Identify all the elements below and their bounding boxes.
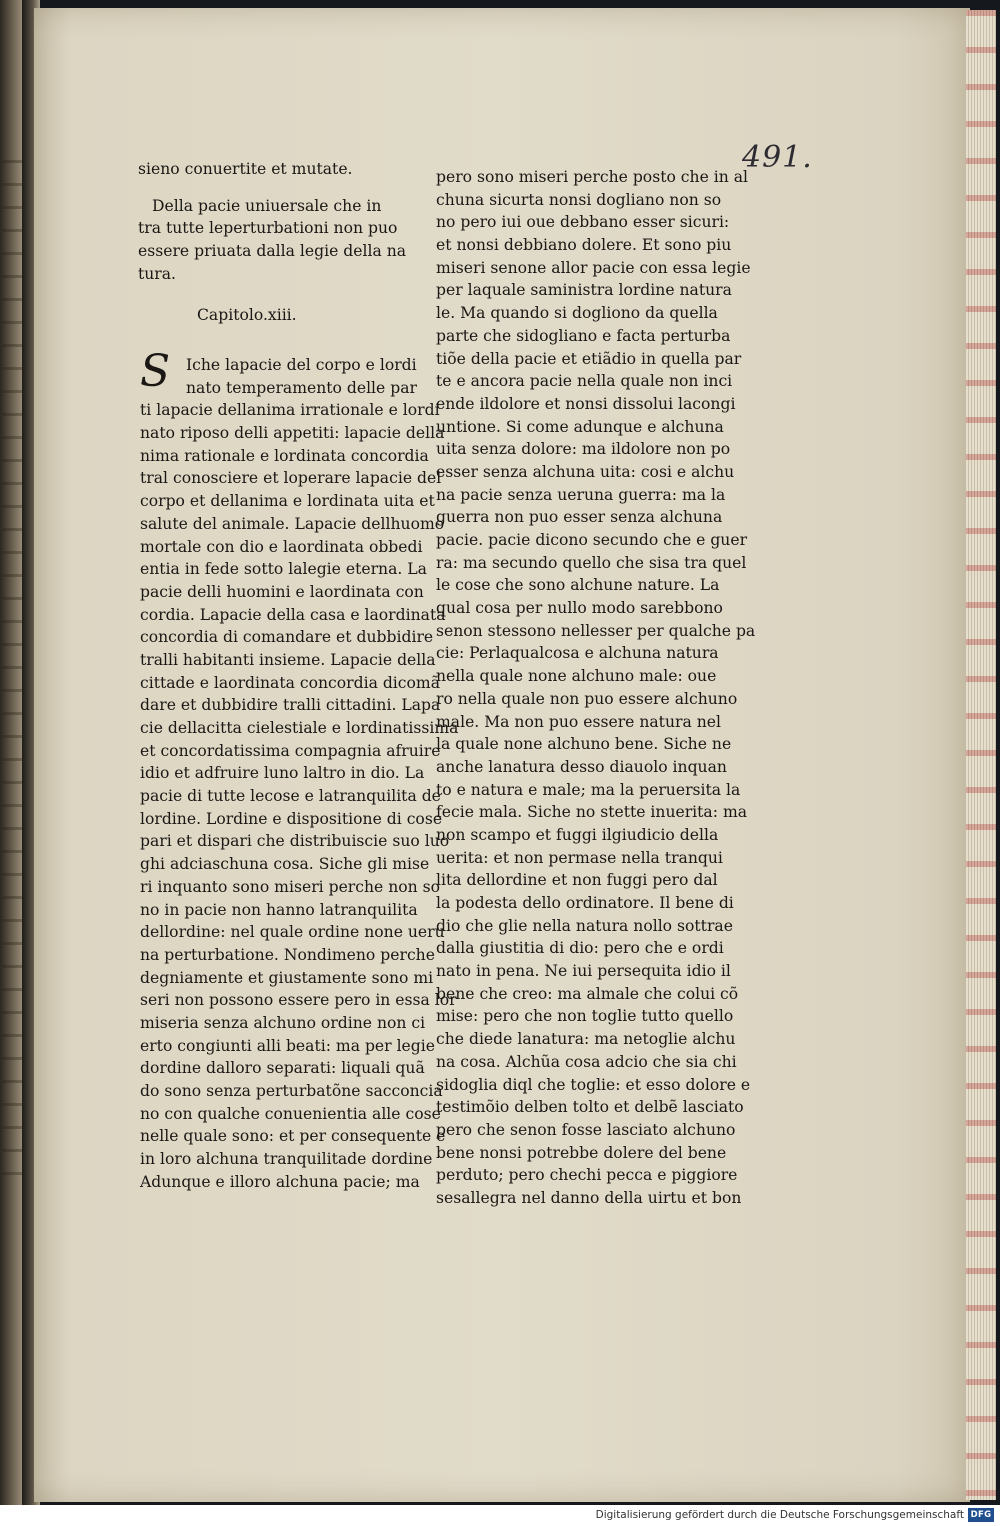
text-line: to e natura e male; ma la peruersita la <box>436 780 741 799</box>
text-line: miseri senone allor pacie con essa legie <box>436 258 751 277</box>
text-line: la quale none alchuno bene. Siche ne <box>436 735 732 754</box>
text-line: le cose che sono alchune nature. La <box>436 576 720 595</box>
text-line: miseria senza alchuno ordine non ci <box>140 1013 426 1032</box>
text-line: erto congiunti alli beati: ma per legie <box>140 1036 435 1055</box>
text-line: sesallegra nel danno della uirtu et bon <box>436 1188 742 1207</box>
text-line: et nonsi debbiano dolere. Et sono piu <box>436 236 732 255</box>
text-line: bene nonsi potrebbe dolere del bene <box>436 1143 727 1162</box>
text-line: dordine dalloro separati: liquali quã <box>140 1059 425 1078</box>
text-line: no con qualche conuenientia alle cose <box>140 1104 441 1123</box>
text-line: pacie. pacie dicono secundo che e guer <box>436 531 748 549</box>
text-line: nato riposo delli appetiti: lapacie della <box>140 424 445 443</box>
text-line: mise: pero che non toglie tutto quello <box>436 1007 734 1026</box>
left-column-body <box>140 354 459 1193</box>
text-line: dalla giustitia di dio: pero che e ordi <box>436 939 724 958</box>
section-heading <box>138 195 428 286</box>
text-line: male. Ma non puo essere natura nel <box>436 712 721 731</box>
text-line: per laquale saministra lordine natura <box>436 281 732 300</box>
text-line: tral conosciere et loperare lapacie del <box>140 469 442 488</box>
text-line: ghi adciaschuna cosa. Siche gli mise <box>140 855 430 874</box>
text-line: untione. Si come adunque e alchuna <box>436 417 724 436</box>
text-line: dare et dubbidire tralli cittadini. Lapa <box>140 696 441 715</box>
text-line: te e ancora pacie nella quale non inci <box>436 372 733 391</box>
text-line: cordia. Lapacie della casa e laordinata <box>140 605 446 624</box>
text-line: cittade e laordinata concordia dicomã <box>140 673 440 692</box>
text-line: fecie mala. Siche no stette inuerita: ma <box>436 803 748 822</box>
text-line: pero che senon fosse lasciato alchuno <box>436 1120 736 1139</box>
text-line: do sono senza perturbatõne sacconcia <box>140 1082 443 1100</box>
text-line: cie: Perlaqualcosa e alchuna natura <box>436 644 719 663</box>
text-line: na perturbatione. Nondimeno perche <box>140 945 435 964</box>
text-line: Iche lapacie del corpo e lordi <box>186 356 417 374</box>
text-line: salute del animale. Lapacie dellhuomo <box>140 514 445 533</box>
dfg-logo: DFG <box>968 1508 994 1522</box>
text-line: uita senza dolore: ma ildolore non po <box>436 440 731 459</box>
text-line: le. Ma quando si dogliono da quella <box>436 304 718 323</box>
opening-line: sieno conuertite et mutate. <box>138 160 353 178</box>
text-line: Adunque e illoro alchuna pacie; ma <box>140 1172 420 1191</box>
text-line: nato temperamento delle par <box>186 378 417 397</box>
text-line: qual cosa per nullo modo sarebbono <box>436 599 723 618</box>
text-line: no pero iui oue debbano esser sicuri: <box>436 213 730 232</box>
text-line: tralli habitanti insieme. Lapacie della <box>140 650 436 669</box>
text-line: nima rationale e lordinata concordia <box>140 446 429 465</box>
text-line: idio et adfruire luno laltro in dio. La <box>140 764 425 783</box>
text-line: seri non possono essere pero in essa lor <box>140 991 457 1010</box>
text-line: no in pacie non hanno latranquilita <box>140 900 418 919</box>
heading-line: tura. <box>138 264 177 283</box>
text-line: pari et dispari che distribuiscie suo luo <box>140 832 450 851</box>
text-line: pacie di tutte lecose e latranquilita de <box>140 787 441 806</box>
drop-capital: S <box>140 346 171 397</box>
text-line: dio che glie nella natura nollo sottrae <box>436 916 733 935</box>
text-line: lita dellordine et non fuggi pero dal <box>436 871 718 890</box>
left-column-head <box>138 158 428 285</box>
heading-line: essere priuata dalla legie della na <box>138 242 407 261</box>
text-line: concordia di comandare et dubbidire <box>140 628 434 647</box>
text-line: non scampo et fuggi ilgiudicio della <box>436 825 719 844</box>
text-line: uerita: et non permase nella tranqui <box>436 848 723 867</box>
text-line: ro nella quale non puo essere alchuno <box>436 689 738 708</box>
text-line: nella quale none alchuno male: oue <box>436 667 717 686</box>
text-line: che diede lanatura: ma netoglie alchu <box>436 1030 736 1049</box>
footer-credit: Digitalisierung gefördert durch die Deutsche Forschungsgemeinschaft <box>595 1509 964 1521</box>
folio-number: 491. <box>742 140 813 175</box>
text-line: lordine. Lordine e dispositione di cose <box>140 809 443 828</box>
text-line: la podesta dello ordinatore. Il bene di <box>436 894 734 912</box>
text-line: degniamente et giustamente sono mi <box>140 968 434 987</box>
text-line: sidoglia diql che toglie: et esso dolore e <box>436 1075 751 1094</box>
text-line: chuna sicurta nonsi dogliano non so <box>436 190 722 209</box>
right-column-body <box>436 166 756 1210</box>
text-line: esser senza alchuna uita: cosi e alchu <box>436 462 735 481</box>
text-line: pero sono miseri perche posto che in al <box>436 168 749 186</box>
text-line: senon stessono nellesser per qualche pa <box>436 621 756 640</box>
text-line: nato in pena. Ne iui persequita idio il <box>436 962 731 981</box>
text-line: cie dellacitta cielestiale e lordinatissima <box>140 719 459 737</box>
text-line: bene che creo: ma almale che colui cõ <box>436 984 739 1003</box>
text-line: ra: ma secundo quello che sisa tra quel <box>436 553 747 572</box>
text-line: dellordine: nel quale ordine none ueru <box>140 923 445 942</box>
text-line: ende ildolore et nonsi dissolui lacongi <box>436 394 736 413</box>
text-line: ri inquanto sono miseri perche non so <box>140 877 441 896</box>
text-line: entia in fede sotto lalegie eterna. La <box>140 560 427 579</box>
text-line: na pacie senza ueruna guerra: ma la <box>436 485 726 504</box>
chapter-title: Capitolo.xiii. <box>197 306 297 324</box>
text-line: tiõe della pacie et etiãdio in quella par <box>436 349 742 368</box>
text-line: na cosa. Alchũa cosa adcio che sia chi <box>436 1052 737 1071</box>
text-line: parte che sidogliano e facta perturba <box>436 326 731 345</box>
page-edges <box>966 10 996 1500</box>
text-line: anche lanatura desso diauolo inquan <box>436 757 727 776</box>
text-line: pacie delli huomini e laordinata con <box>140 582 424 601</box>
text-line: testimõio delben tolto et delbẽ lasciato <box>436 1098 744 1117</box>
text-line: perduto; pero chechi pecca e piggiore <box>436 1166 738 1185</box>
heading-line: Della pacie uniuersale che in <box>152 196 382 215</box>
text-line: guerra non puo esser senza alchuna <box>436 508 723 527</box>
text-line: et concordatissima compagnia afruire <box>140 741 441 760</box>
text-line: corpo et dellanima e lordinata uita et <box>140 492 435 511</box>
heading-line: tra tutte leperturbationi non puo <box>138 219 398 238</box>
text-line: in loro alchuna tranquilitade dordine <box>140 1150 433 1169</box>
text-line: mortale con dio e laordinata obbedi <box>140 537 423 556</box>
text-line: nelle quale sono: et per consequente e <box>140 1127 446 1146</box>
text-line: ti lapacie dellanima irrationale e lordi <box>140 401 440 420</box>
